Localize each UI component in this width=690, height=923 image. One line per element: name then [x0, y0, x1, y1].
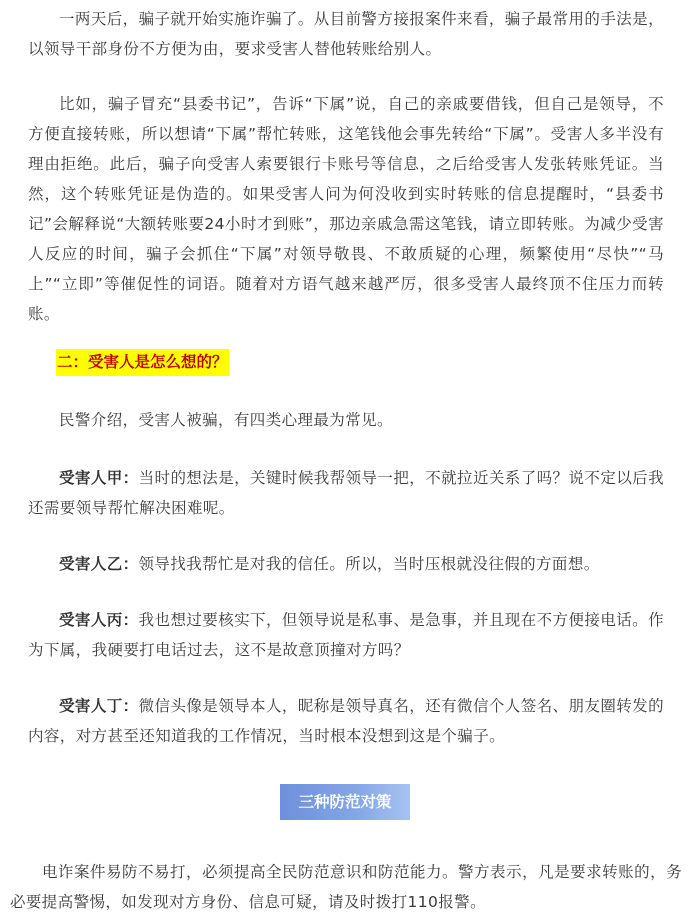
victim-a-text: 当时的想法是，关键时候我帮领导一把，不就拉近关系了吗？说不定以后我还需要领导帮忙解决困难呢。 — [28, 469, 664, 517]
paragraph-scam-method: 一两天后，骗子就开始实施诈骗了。从目前警方接报案件来看，骗子最常用的手法是，以领导干部身份不方便为由，要求受害人替他转账给别人。 — [28, 10, 664, 58]
paragraph-victim-d — [28, 691, 664, 751]
victim-c-label: 受害人丙： — [59, 611, 139, 629]
victim-d-label: 受害人丁： — [59, 697, 139, 715]
paragraph-victim-b — [28, 549, 664, 579]
victim-c-text: 我也想过要核实下，但领导说是私事、是急事，并且现在不方便接电话。作为下属，我硬要打电话过去，这不是故意顶撞对方吗？ — [28, 611, 664, 659]
paragraph-prevention-advice: 电诈案件易防不易打，必须提高全民防范意识和防范能力。警方表示，凡是要求转账的，务必要提高警惕，如发现对方身份、信息可疑，请及时拨打110报警。 — [10, 863, 682, 911]
paragraph-victim-a — [28, 463, 664, 523]
section-heading-victim-thoughts: 二：受害人是怎么想的？ — [56, 349, 229, 376]
victim-a-label: 受害人甲： — [59, 469, 139, 487]
paragraph-psychology-intro: 民警介绍，受害人被骗，有四类心理最为常见。 — [59, 411, 393, 429]
victim-d-text: 微信头像是领导本人，昵称是领导真名，还有微信个人签名、朋友圈转发的内容，对方甚至还知道我的工作情况，当时根本没想到这是个骗子。 — [28, 697, 664, 745]
section-heading-prevention: 三种防范对策 — [280, 784, 410, 820]
victim-b-text: 领导找我帮忙是对我的信任。所以，当时压根就没往假的方面想。 — [138, 555, 600, 573]
victim-b-label: 受害人乙： — [59, 555, 139, 573]
paragraph-scam-example: 比如，骗子冒充“县委书记”，告诉“下属”说，自己的亲戚要借钱，但自己是领导，不方便直接转账，所以想请“下属”帮忙转账，这笔钱他会事先转给“下属”。受害人多半没有理由拒绝。此后，骗子向受害人索要银行卡账号等信息，之后给受害人发张转账凭证。当然，这个转账凭证是伪造的。如果受害人问为何没收到实时转账的信息提醒时，“县委书记”会解释说“大额转账要24小时才到账”，那边亲戚急需这笔钱，请立即转账。为减少受害人反应的时间，骗子会抓住“下属”对领导敬畏、不敢质疑的心理，频繁使用“尽快”“马上”“立即”等催促性的词语。随着对方语气越来越严厉，很多受害人最终顶不住压力而转账。 — [28, 95, 664, 323]
paragraph-victim-c — [28, 605, 664, 665]
